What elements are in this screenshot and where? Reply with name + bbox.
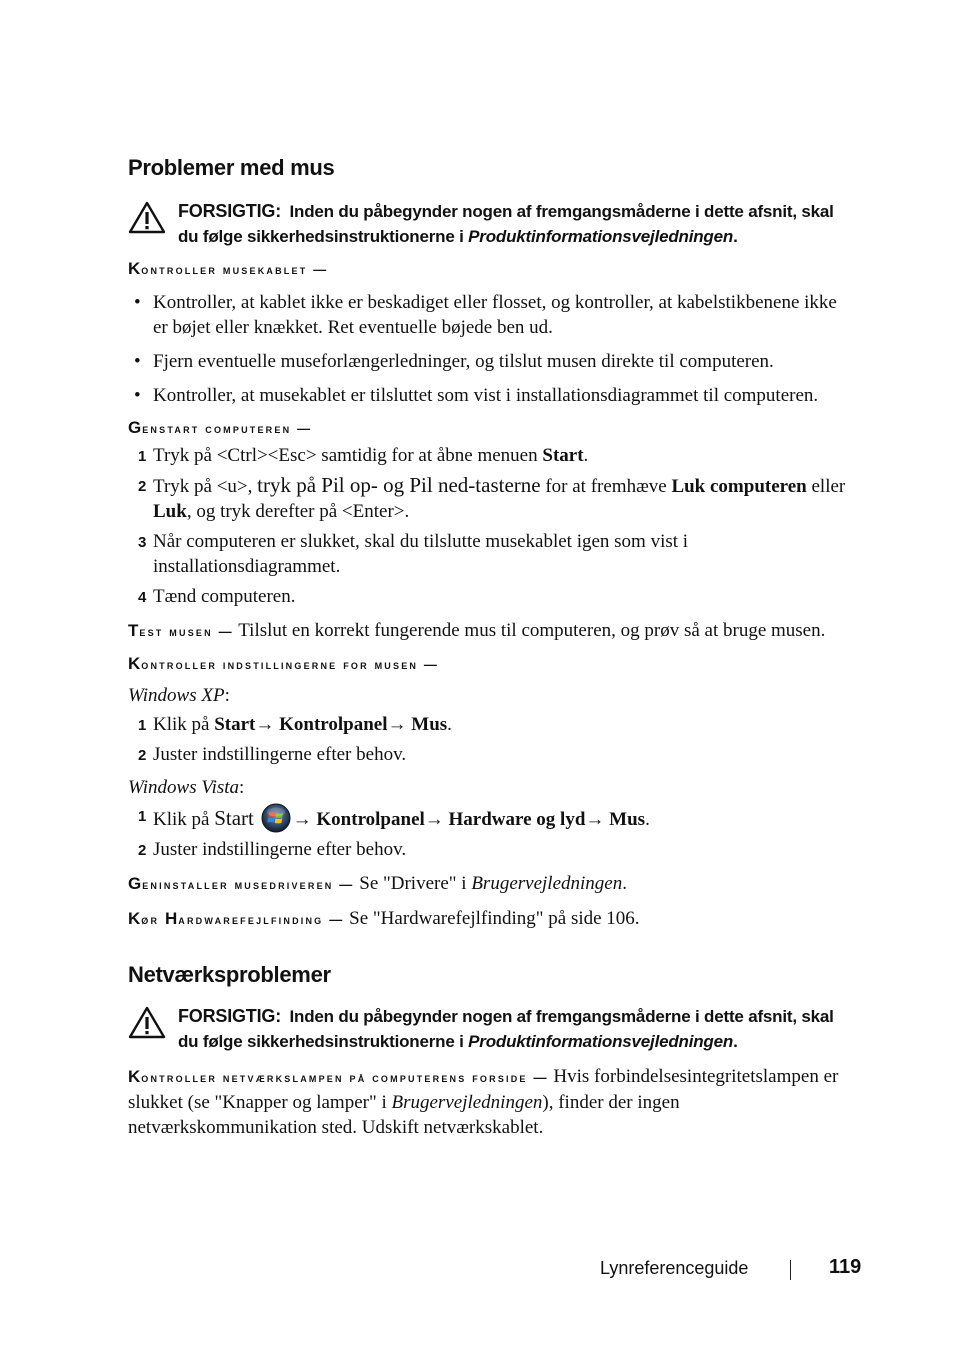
- list-item: • Kontroller, at musekablet er tilsluttet som vist i installationsdiagrammet til computeren.: [134, 385, 819, 406]
- list-item: 1 Klik på Start→ Kontrolpanel→ Mus.: [138, 714, 452, 735]
- subheading-hardware-troubleshooter: Kør Hardwarefejlfinding —: [128, 909, 345, 928]
- subheading-network-light: Kontroller netværkslampen på computerens forside —: [128, 1067, 549, 1086]
- subheading-reinstall-driver: Geninstaller musedriveren —: [128, 874, 355, 893]
- caution-notice-mouse: FORSIGTIG: Inden du påbegynder nogen af fremgangsmåderne i dette afsnit, skal du følge sikkerhedsinstruktionerne i Produktinformationsvejledningen.: [128, 199, 854, 249]
- xp-steps: [128, 712, 854, 767]
- caution-doc-title: Produktinformationsvejledningen: [468, 227, 734, 246]
- os-label-vista: Windows Vista:: [128, 777, 245, 798]
- page-footer: [0, 1256, 954, 1286]
- list-item: 2 Juster indstillingerne efter behov.: [138, 744, 407, 765]
- caution-text: Inden du påbegynder nogen af fremgangsmåderne i dette afsnit, skal du følge sikkerhedsinstruktionerne i: [178, 1007, 834, 1051]
- list-item: 1 Klik på Start → Kontrolpanel→ Hardware og lyd→ Mus.: [128, 803, 854, 833]
- paragraph-hardware-troubleshooter: Kør Hardwarefejlfinding — Se "Hardwarefejlfinding" på side 106.: [128, 908, 640, 929]
- footer-divider: [790, 1260, 791, 1280]
- list-item: 2 Juster indstillingerne efter behov.: [138, 839, 407, 860]
- page-content: [128, 150, 854, 1140]
- caution-text: Inden du påbegynder nogen af fremgangsmåderne i dette afsnit, skal du følge sikkerhedsinstruktionerne i: [178, 202, 834, 246]
- warning-triangle-icon: [128, 1006, 166, 1040]
- subheading-test-mouse: Test musen —: [128, 621, 234, 640]
- paragraph-test-mouse: Test musen — Tilslut en korrekt fungerende mus til computeren, og prøv så at bruge musen.: [128, 620, 826, 641]
- page-number: 119: [829, 1256, 862, 1278]
- windows-start-orb-icon: [261, 803, 291, 833]
- paragraph-network-light: Kontroller netværkslampen på computerens forside — Hvis forbindelsesintegritetslampen er slukket (se "Knapper og lamper" i Brugervejledningen), finder der ingen netværkskommunikation sted. Udskift netværkskablet.: [128, 1066, 839, 1138]
- section-heading-mouse: Problemer med mus: [128, 155, 335, 180]
- list-item: 3 Når computeren er slukket, skal du tilslutte musekablet igen som vist i installationsdiagrammet.: [138, 531, 689, 577]
- caution-label: FORSIGTIG:: [178, 201, 281, 221]
- subheading-check-settings: Kontroller indstillingerne for musen —: [128, 654, 440, 673]
- list-item: 2 Tryk på <u>, tryk på Pil op- og Pil ned-tasterne for at fremhæve Luk computeren eller Luk, og tryk derefter på <Enter>.: [138, 473, 846, 522]
- bullet: •: [134, 351, 141, 372]
- os-label-xp: Windows XP:: [128, 685, 230, 706]
- section-heading-network: Netværksproblemer: [128, 962, 331, 987]
- list-item: 1 Tryk på <Ctrl><Esc> samtidig for at åbne menuen Start.: [138, 445, 589, 466]
- vista-steps: [128, 803, 854, 862]
- paragraph-reinstall-driver: Geninstaller musedriveren — Se "Drivere" i Brugervejledningen.: [128, 873, 627, 894]
- cable-checklist: [128, 290, 854, 408]
- list-item: • Fjern eventuelle museforlængerledninger, og tilslut musen direkte til computeren.: [134, 351, 774, 372]
- caution-label: FORSIGTIG:: [178, 1006, 281, 1026]
- list-item: 4 Tænd computeren.: [138, 586, 296, 607]
- restart-steps: [128, 443, 854, 609]
- caution-doc-title: Produktinformationsvejledningen: [468, 1032, 734, 1051]
- caution-notice-network: FORSIGTIG: Inden du påbegynder nogen af fremgangsmåderne i dette afsnit, skal du følge sikkerhedsinstruktionerne i Produktinformationsvejledningen.: [128, 1004, 854, 1054]
- subheading-restart: Genstart computeren —: [128, 418, 313, 437]
- footer-title: Lynreferenceguide: [600, 1258, 749, 1278]
- subheading-check-cable: Kontroller musekablet —: [128, 259, 329, 278]
- bullet: •: [134, 385, 141, 406]
- bullet: •: [134, 292, 141, 313]
- list-item: • Kontroller, at kablet ikke er beskadiget eller flosset, og kontroller, at kabelstikbenene ikke er bøjet eller knækket. Ret eventuelle bøjede ben ud.: [134, 292, 837, 338]
- warning-triangle-icon: [128, 201, 166, 235]
